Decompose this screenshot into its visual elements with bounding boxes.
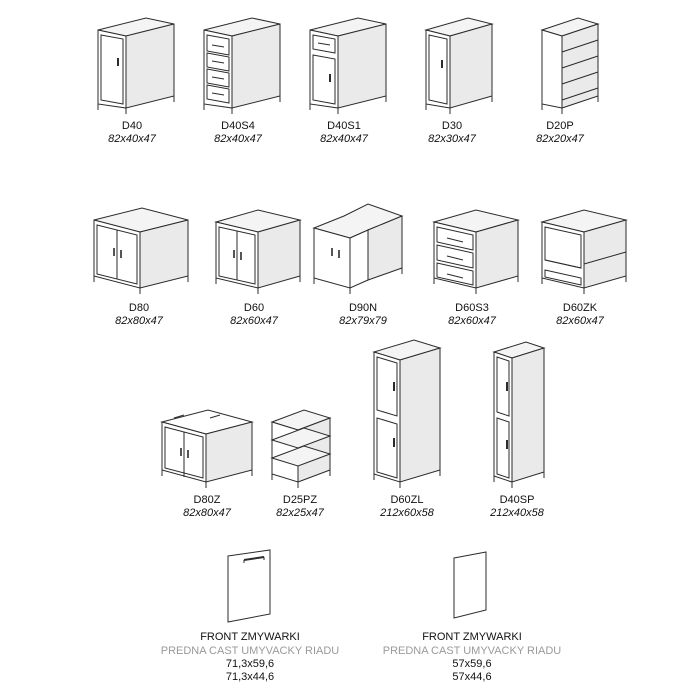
cabinet-dims: 82x40x47 (214, 133, 262, 145)
cabinet-drawing-d40s1 (296, 8, 392, 116)
front-drawing-handle (140, 548, 360, 626)
cabinet-item-d40s1 (296, 8, 392, 146)
cabinet-dims: 212x40x58 (490, 507, 544, 519)
cabinet-code: D25PZ (282, 494, 318, 506)
cabinet-caption-d60zk (528, 302, 632, 328)
cabinet-code: D30 (441, 120, 463, 132)
cabinet-dims: 212x60x58 (380, 507, 434, 519)
cabinet-code: D60S3 (455, 302, 489, 314)
cabinet-drawing-d60 (202, 198, 306, 298)
front-sublabel: PREDNA CAST UMYVACKY RIADU (160, 645, 340, 657)
cabinet-caption-d40 (84, 120, 180, 146)
cabinet-code: D80 (128, 302, 150, 314)
cabinet-dims: 82x60x47 (230, 315, 278, 327)
cabinet-item-d60zl (352, 330, 462, 520)
cabinet-item-d30 (404, 8, 500, 146)
front-dims-2: 71,3x44,6 (225, 671, 275, 683)
front-dims-1: 57x59,6 (452, 658, 492, 670)
cabinet-item-d40 (84, 8, 180, 146)
cabinet-code: D80Z (193, 494, 221, 506)
front-sublabel: PREDNA CAST UMYVACKY RIADU (382, 645, 562, 657)
cabinet-item-d40sp (462, 330, 572, 520)
cabinet-caption-d40s1 (296, 120, 392, 146)
cabinet-caption-d20p (512, 120, 608, 146)
cabinet-caption-d30 (404, 120, 500, 146)
cabinet-caption-d40sp (462, 494, 572, 520)
cabinet-caption-d90n (308, 302, 418, 328)
cabinet-drawing-d20p (512, 8, 608, 116)
front-drawing-plain (362, 548, 582, 626)
cabinet-code: D40SP (499, 494, 535, 506)
front-label: FRONT ZMYWARKI (200, 631, 300, 643)
cabinet-code: D60ZL (390, 494, 424, 506)
front-caption-plain (362, 630, 582, 684)
cabinet-item-d80 (84, 198, 194, 328)
cabinet-dims: 82x30x47 (428, 133, 476, 145)
cabinet-caption-d60s3 (420, 302, 524, 328)
cabinet-drawing-d40 (84, 8, 180, 116)
cabinet-item-d60s3 (420, 198, 524, 328)
cabinet-dims: 82x40x47 (108, 133, 156, 145)
front-dims-1: 71,3x59,6 (225, 658, 275, 670)
cabinet-item-d80z (152, 398, 262, 520)
front-dims-2: 57x44,6 (452, 671, 492, 683)
cabinet-item-d90n (308, 194, 418, 328)
cabinet-dims: 82x40x47 (320, 133, 368, 145)
cabinet-dims: 82x60x47 (556, 315, 604, 327)
cabinet-dims: 82x80x47 (115, 315, 163, 327)
cabinet-code: D40 (121, 120, 143, 132)
cabinet-item-d20p (512, 8, 608, 146)
cabinet-drawing-d60s3 (420, 198, 524, 298)
cabinet-code: D40S4 (221, 120, 255, 132)
cabinet-caption-d60zl (352, 494, 462, 520)
cabinet-code: D60 (243, 302, 265, 314)
cabinet-code: D20P (546, 120, 574, 132)
cabinet-drawing-d60zl (352, 330, 462, 490)
cabinet-code: D60ZK (562, 302, 598, 314)
cabinet-drawing-d60zk (528, 198, 632, 298)
cabinet-item-d40s4 (190, 8, 286, 146)
cabinet-caption-d25pz (250, 494, 350, 520)
cabinet-drawing-d25pz (250, 398, 350, 490)
front-caption-handle (140, 630, 360, 684)
cabinet-drawing-d30 (404, 8, 500, 116)
cabinet-code: D40S1 (327, 120, 361, 132)
cabinet-caption-d80z (152, 494, 262, 520)
front-label: FRONT ZMYWARKI (422, 631, 522, 643)
cabinet-dims: 82x79x79 (339, 315, 387, 327)
cabinet-dims: 82x60x47 (448, 315, 496, 327)
cabinet-item-d60 (202, 198, 306, 328)
cabinet-item-d25pz (250, 398, 350, 520)
cabinet-drawing-d90n (308, 194, 418, 298)
cabinet-dims: 82x25x47 (276, 507, 324, 519)
cabinet-dims: 82x80x47 (183, 507, 231, 519)
cabinet-item-d60zk (528, 198, 632, 328)
cabinet-drawing-d80 (84, 198, 194, 298)
cabinet-code: D90N (348, 302, 378, 314)
cabinet-drawing-d80z (152, 398, 262, 490)
cabinet-caption-d60 (202, 302, 306, 328)
cabinet-drawing-d40sp (462, 330, 572, 490)
cabinet-dims: 82x20x47 (536, 133, 584, 145)
cabinet-drawing-d40s4 (190, 8, 286, 116)
front-item-dishwasher-handle (140, 548, 360, 684)
cabinet-caption-d40s4 (190, 120, 286, 146)
cabinet-caption-d80 (84, 302, 194, 328)
front-item-dishwasher-plain (362, 548, 582, 684)
